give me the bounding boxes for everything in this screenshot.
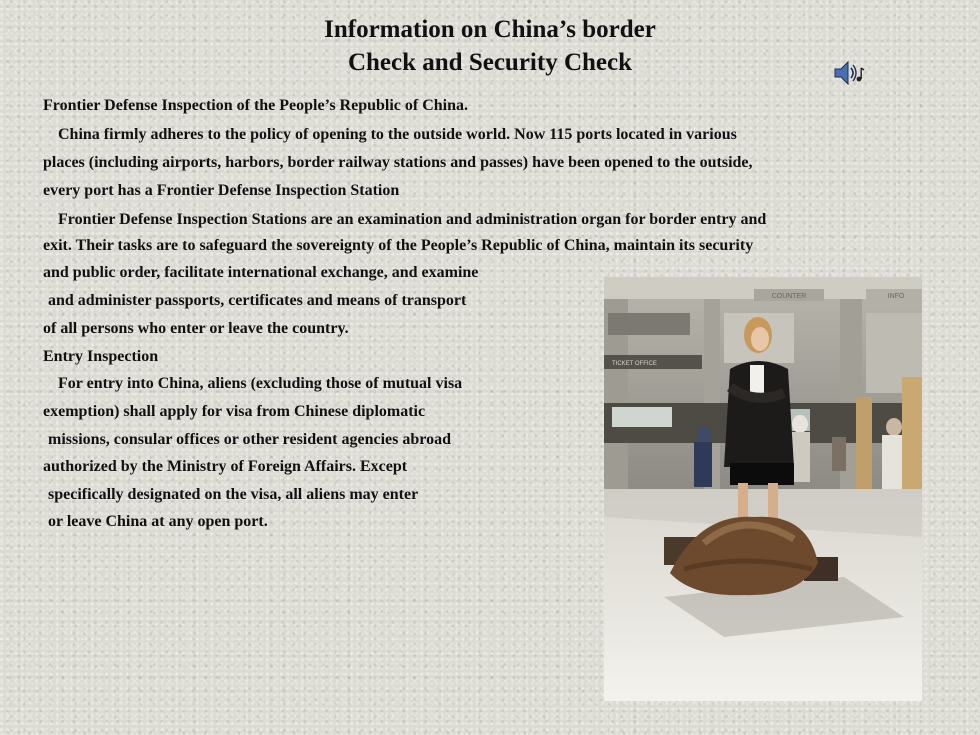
text-line: Frontier Defense Inspection Stations are an examination and administration organ for border entry and (58, 211, 767, 228)
text-line: Frontier Defense Inspection of the People’s Republic of China. (43, 97, 469, 114)
page-title-line-1: Information on China’s border (324, 16, 656, 43)
text-line: exit. Their tasks are to safeguard the sovereignty of the People’s Republic of China, maintain its security (43, 237, 754, 254)
text-line: missions, consular offices or other resident agencies abroad (48, 431, 451, 448)
page-title-line-2: Check and Security Check (347, 49, 633, 76)
photo-sign: TICKET OFFICE (612, 361, 657, 367)
text-line: and administer passports, certificates and means of transport (48, 292, 467, 309)
text-line: exemption) shall apply for visa from Chinese diplomatic (43, 403, 426, 420)
text-line: For entry into China, aliens (excluding those of mutual visa (58, 375, 463, 392)
text-line: China firmly adheres to the policy of opening to the outside world. Now 115 ports located in various (58, 126, 737, 143)
text-line: or leave China at any open port. (48, 513, 268, 530)
text-line: specifically designated on the visa, all aliens may enter (48, 486, 419, 503)
speaker-icon[interactable] (832, 58, 866, 88)
text-line: every port has a Frontier Defense Inspection Station (43, 182, 400, 199)
terminal-photo (604, 277, 922, 701)
text-line: places (including airports, harbors, border railway stations and passes) have been opened to the outside, (43, 154, 753, 171)
text-line: authorized by the Ministry of Foreign Affairs. Except (43, 458, 408, 475)
section-heading: Entry Inspection (43, 348, 159, 365)
text-line: of all persons who enter or leave the country. (43, 320, 349, 337)
photo-sign: COUNTER (771, 293, 807, 300)
photo-sign: INFO (887, 293, 905, 300)
text-line: and public order, facilitate international exchange, and examine (43, 264, 479, 281)
